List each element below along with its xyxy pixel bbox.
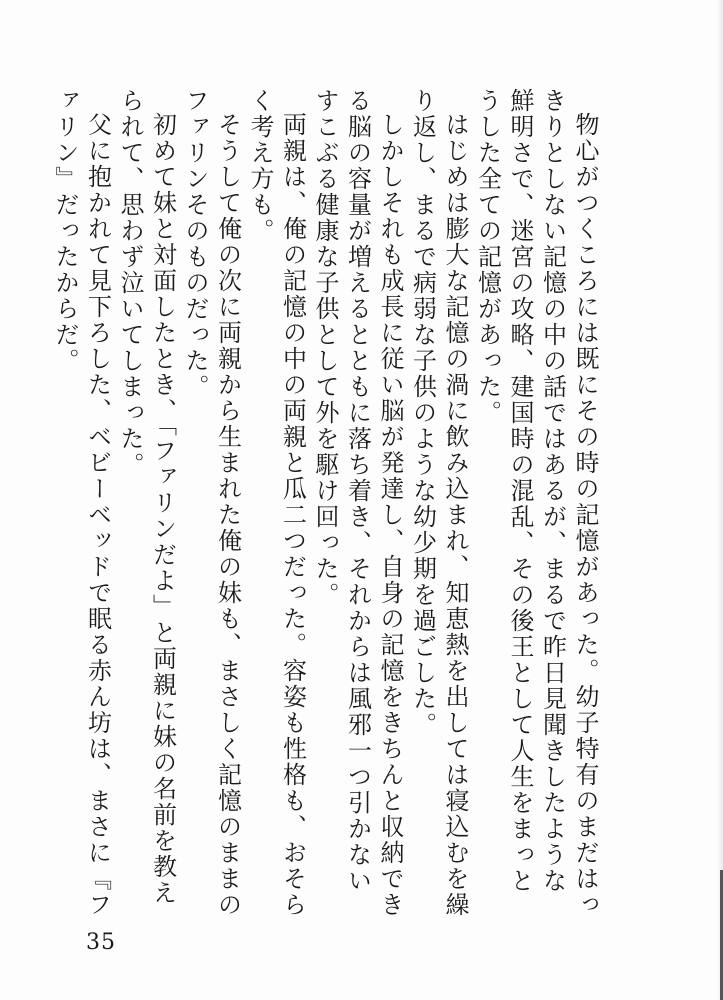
paragraph-6: 初めて妹と対面したとき、「ファリンだよ」と両親に妹の名前を教えられて、思わず泣いてしまった。 bbox=[116, 88, 177, 906]
paragraph-2: はじめは膨大な記憶の渦に飲み込まれ、知恵熱を出しては寝込むを繰り返し、まるで病弱な子供のような幼少期を過ごした。 bbox=[408, 88, 469, 918]
vertical-body-text bbox=[51, 88, 601, 918]
paragraph-5: そうして俺の次に両親から生まれた俺の妹も、まさしく記憶のままのファリンそのものだった。 bbox=[181, 88, 242, 918]
page-number: 35 bbox=[86, 930, 116, 955]
paragraph-3: しかしそれも成長に従い脳が発達し、自身の記憶をきちんと収納できる脳の容量が増えるとともに落ち着き、それからは風邪一つ引かないすこぶる健康な子供として外を駆け回った。 bbox=[311, 88, 404, 918]
page-edge-shadow bbox=[717, 0, 723, 1000]
paragraph-4: 両親は、俺の記憶の中の両親と瓜二つだった。容姿も性格も、おそらく考え方も。 bbox=[246, 88, 307, 918]
paragraph-1: 物心がつくころには既にその時の記憶があった。幼子特有のまだはっきりとしない記憶の中の話ではあるが、まるで昨日見聞きしたような鮮明さで、迷宮の攻略、建国時の混乱、その後王として人生をまっとうした全ての記憶があった。 bbox=[473, 88, 599, 918]
paragraph-7: 父に抱かれて見下ろした、ベビーベッドで眠る赤ん坊は、まさに『ファリン』だったからだ。 bbox=[51, 88, 112, 918]
